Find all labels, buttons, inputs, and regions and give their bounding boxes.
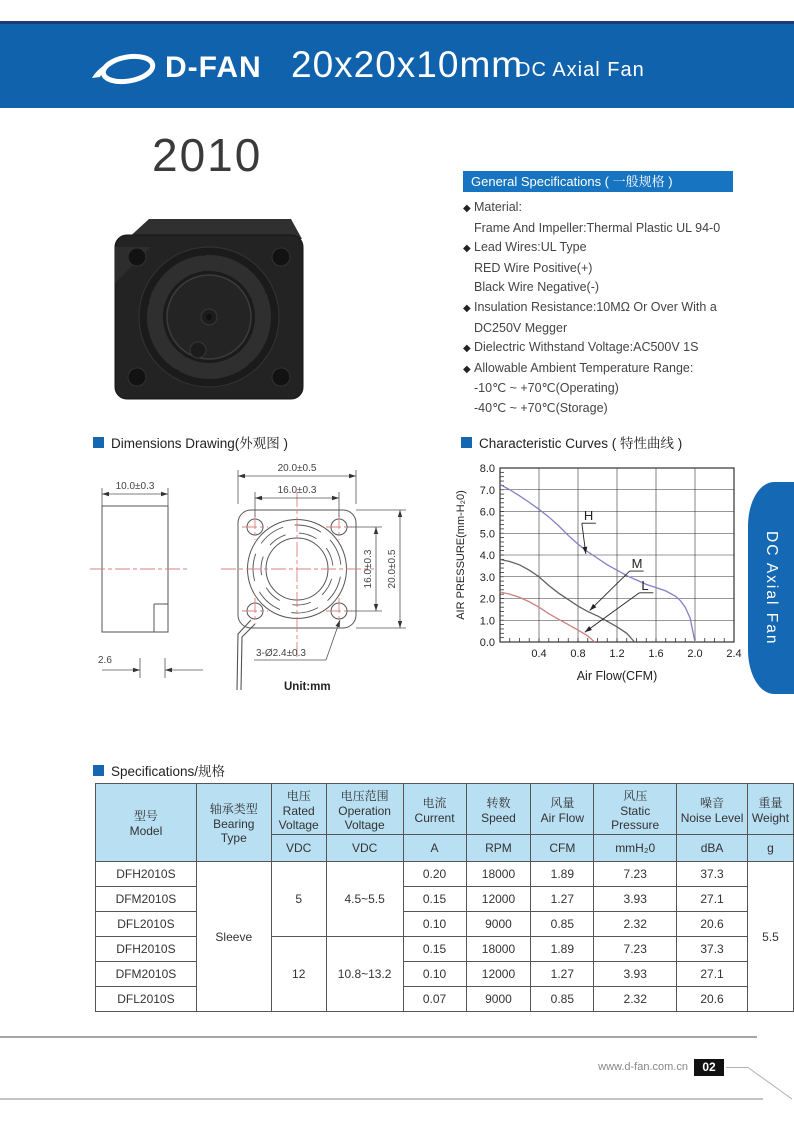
spec-bullet-line: [463, 198, 753, 219]
col-unit-noise-level: dBA: [677, 835, 748, 862]
page-number-badge: 02: [694, 1059, 724, 1076]
col-header-bearing-type: 轴承类型 Bearing Type: [196, 784, 271, 862]
noise-cell: 20.6: [677, 987, 748, 1012]
spec-text: Dielectric Withstand Voltage:AC500V 1S: [474, 340, 699, 355]
y-tick-label: 4.0: [479, 550, 495, 562]
voltage-cell: 5: [271, 862, 326, 937]
speed-cell: 9000: [466, 912, 531, 937]
speed-cell: 18000: [466, 862, 531, 887]
col-header-model: 型号 Model: [96, 784, 197, 862]
y-tick-label: 2.0: [479, 593, 495, 606]
spec-text: Insulation Resistance:10MΩ Or Over With a: [474, 299, 717, 314]
spec-text: Material:: [474, 200, 522, 214]
dim-outer-width-label: 20.0±0.5: [277, 463, 317, 474]
noise-cell: 27.1: [677, 887, 748, 912]
spec-text: -40℃ ~ +70℃(Storage): [474, 400, 608, 415]
curve-L: [500, 592, 595, 642]
chart-x-axis-title: Air Flow(CFM): [576, 669, 658, 683]
curves-section-title: Characteristic Curves ( 特性曲线 ): [461, 432, 682, 452]
dim-outer-height-label: 20.0±0.5: [387, 549, 398, 589]
airflow-cell: 0.85: [531, 912, 594, 937]
section-square-icon: [93, 437, 104, 448]
col-header-static-pressure: 风压 Static Pressure: [594, 784, 677, 835]
dim-wire-gap-label: 2.6: [98, 655, 112, 666]
y-tick-label: 5.0: [479, 528, 495, 541]
spec-text: DC250V Megger: [474, 320, 568, 335]
dfan-logo-icon: [90, 48, 162, 88]
col-unit-rated-voltage: VDC: [271, 835, 326, 862]
weight-cell: 5.5: [747, 862, 793, 1012]
section-square-icon: [93, 765, 104, 776]
y-tick-label: 3.0: [479, 571, 495, 584]
general-specs-header: General Specifications ( 一般规格 ): [463, 171, 733, 192]
speed-cell: 12000: [466, 887, 531, 912]
col-header-rated-voltage: 电压 Rated Voltage: [271, 784, 326, 835]
noise-cell: 20.6: [677, 912, 748, 937]
bearing-cell: Sleeve: [196, 862, 271, 1012]
speed-cell: 18000: [466, 937, 531, 962]
model-cell: DFH2010S: [96, 937, 197, 962]
bullet-icon: ◆: [463, 203, 471, 214]
spec-bullet-line: [463, 338, 753, 359]
airflow-cell: 1.89: [531, 937, 594, 962]
characteristic-curves-chart: [450, 452, 758, 694]
col-unit-speed: RPM: [466, 835, 531, 862]
pressure-cell: 7.23: [594, 937, 677, 962]
current-cell: 0.20: [403, 862, 466, 887]
spec-bullet-line: [463, 399, 753, 419]
section-square-icon: [461, 437, 472, 448]
speed-cell: 12000: [466, 962, 531, 987]
noise-cell: 37.3: [677, 862, 748, 887]
col-unit-current: A: [403, 835, 466, 862]
spec-bullet-line: [463, 359, 753, 380]
current-cell: 0.15: [403, 887, 466, 912]
y-tick-label: 1.0: [479, 615, 495, 628]
x-tick-label: 2.0: [687, 648, 703, 660]
col-unit-static-pressure: mmH₂0: [594, 835, 677, 862]
chart-y-axis-title: AIR PRESSURE(mm-H₂0): [455, 490, 467, 620]
dim-mounting-holes-label: 3-Ø2.4±0.3: [256, 648, 306, 659]
col-unit-operation-voltage: VDC: [326, 835, 403, 862]
dim-hole-pitch-h-label: 16.0±0.3: [277, 485, 317, 496]
model-cell: DFM2010S: [96, 887, 197, 912]
spec-bullet-line: [463, 219, 753, 239]
current-cell: 0.07: [403, 987, 466, 1012]
general-specs-list: [463, 198, 753, 419]
current-cell: 0.10: [403, 962, 466, 987]
pressure-cell: 2.32: [594, 987, 677, 1012]
model-cell: DFM2010S: [96, 962, 197, 987]
airflow-cell: 0.85: [531, 987, 594, 1012]
spec-text: Allowable Ambient Temperature Range:: [474, 360, 694, 375]
noise-cell: 27.1: [677, 962, 748, 987]
spec-text: RED Wire Positive(+): [474, 260, 593, 275]
pressure-cell: 3.93: [594, 887, 677, 912]
col-header-operation-voltage: 电压范围 Operation Voltage: [326, 784, 403, 835]
voltage-range-cell: 4.5~5.5: [326, 862, 403, 937]
col-header-speed: 转数 Speed: [466, 784, 531, 835]
pressure-cell: 7.23: [594, 862, 677, 887]
footer-url: www.d-fan.com.cn: [598, 1061, 688, 1073]
table-row: [96, 862, 794, 887]
airflow-cell: 1.27: [531, 962, 594, 987]
dimensions-drawing: [88, 452, 450, 704]
x-tick-label: 2.4: [726, 648, 742, 660]
y-tick-label: 8.0: [479, 463, 495, 475]
fan-product-photo: [103, 205, 313, 410]
speed-cell: 9000: [466, 987, 531, 1012]
model-number-title: 2010: [152, 129, 263, 181]
curve-label-M: M: [631, 556, 643, 572]
col-unit-air-flow: CFM: [531, 835, 594, 862]
col-header-noise-level: 噪音 Noise Level: [677, 784, 748, 835]
spec-text: -10℃ ~ +70℃(Operating): [474, 381, 619, 396]
col-header-current: 电流 Current: [403, 784, 466, 835]
curve-H: [500, 484, 695, 642]
airflow-cell: 1.27: [531, 887, 594, 912]
specifications-table: [95, 783, 794, 1012]
col-unit-weight: g: [747, 835, 793, 862]
dimensions-section-title: Dimensions Drawing(外观图 ): [93, 432, 288, 452]
dim-hole-pitch-v-label: 16.0±0.3: [363, 549, 374, 589]
curve-label-L: L: [641, 577, 649, 593]
page-title-product: DC Axial Fan: [516, 59, 645, 81]
unit-label: Unit:mm: [284, 681, 331, 693]
specifications-section-title: Specifications/规格: [93, 760, 225, 780]
col-header-air-flow: 风量 Air Flow: [531, 784, 594, 835]
x-tick-label: 1.2: [609, 648, 625, 660]
model-cell: DFH2010S: [96, 862, 197, 887]
spec-bullet-line: [463, 319, 753, 339]
curve-label-H: H: [583, 508, 594, 524]
x-tick-label: 0.8: [570, 648, 586, 660]
bullet-icon: ◆: [463, 302, 471, 314]
brand-name: D-FAN: [165, 51, 262, 84]
pressure-cell: 3.93: [594, 962, 677, 987]
x-tick-label: 1.6: [648, 648, 664, 660]
airflow-cell: 1.89: [531, 862, 594, 887]
bullet-icon: ◆: [463, 243, 471, 255]
bullet-icon: ◆: [463, 363, 471, 375]
current-cell: 0.15: [403, 937, 466, 962]
model-cell: DFL2010S: [96, 912, 197, 937]
y-tick-label: 7.0: [479, 484, 495, 497]
noise-cell: 37.3: [677, 937, 748, 962]
spec-bullet-line: [463, 379, 753, 399]
spec-bullet-line: [463, 238, 753, 259]
pressure-cell: 2.32: [594, 912, 677, 937]
y-tick-label: 0.0: [479, 637, 495, 649]
side-tab-dc-axial-fan: DC Axial Fan: [748, 482, 794, 694]
spec-bullet-line: [463, 298, 753, 319]
page-title-size: 20x20x10mm: [291, 44, 524, 85]
bullet-icon: ◆: [463, 343, 471, 355]
col-header-weight: 重量 Weight: [747, 784, 793, 835]
y-tick-label: 6.0: [479, 506, 495, 519]
voltage-cell: 12: [271, 937, 326, 1012]
current-cell: 0.10: [403, 912, 466, 937]
spec-bullet-line: [463, 259, 753, 279]
x-tick-label: 0.4: [531, 648, 547, 660]
spec-text: Frame And Impeller:Thermal Plastic UL 94-0: [474, 220, 721, 235]
spec-text: Lead Wires:UL Type: [474, 240, 587, 255]
spec-bullet-line: [463, 278, 753, 298]
header-band: [0, 24, 794, 108]
voltage-range-cell: 10.8~13.2: [326, 937, 403, 1012]
dim-depth-label: 10.0±0.3: [115, 481, 155, 492]
spec-text: Black Wire Negative(-): [474, 280, 600, 295]
model-cell: DFL2010S: [96, 987, 197, 1012]
curve-M: [500, 559, 635, 642]
